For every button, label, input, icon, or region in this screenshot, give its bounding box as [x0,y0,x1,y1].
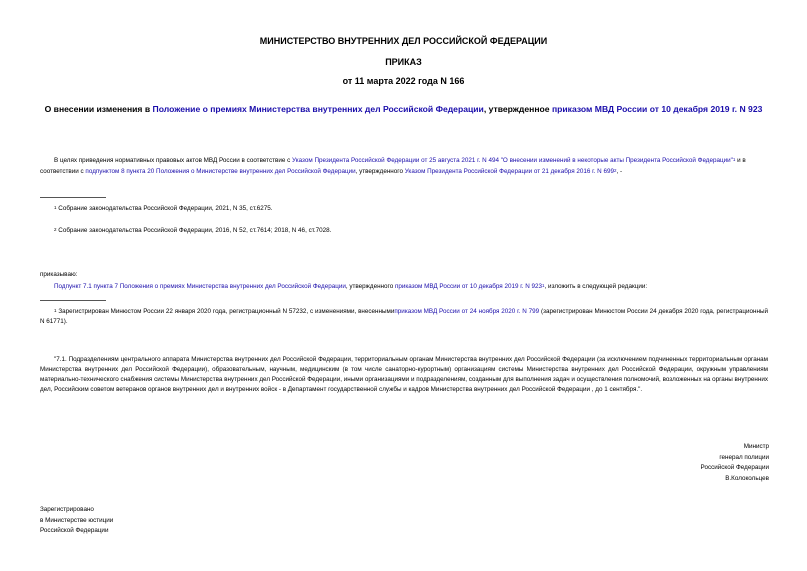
preamble-text-2: и в соответствии с [40,157,746,175]
order-text-1: , утвержденного [345,283,395,290]
preamble-link-decree-494[interactable]: Указом Президента Российской Федерации от 25 августа 2021 г. N 494 "О внесении изменений в некоторые акты Президента Российской Федерации" [292,157,733,164]
order-word: приказываю: [40,271,78,278]
title-middle: , утвержденное [483,104,552,114]
footnote-registration-text-2: (зарегистрирован Минюстом России 24 декабря 2020 года, регистрационный N 61771). [40,308,769,325]
order-footnote-ref[interactable]: 1 [542,283,545,288]
footnote-divider [40,197,106,198]
footnote-2 [54,225,331,236]
document-date-number: от 11 марта 2022 года N 166 [342,76,465,86]
preamble-link-decree-699[interactable]: Указом Президента Российской Федерации от 21 декабря 2016 г. N 699 [404,168,614,175]
footnote-ref-1[interactable]: 1 [732,157,736,162]
order-link-order-923[interactable]: приказом МВД России от 10 декабря 2019 г. N 923 [394,283,543,290]
order-text-2: , изложить в следующей редакции: [544,283,648,290]
footnote-1-marker: 1 [54,205,57,210]
registration-line-3: Российской Федерации [40,527,109,534]
footnote-2-text: Собрание законодательства Российской Федерации, 2016, N 52, ст.7614; 2018, N 46, ст.7028. [58,227,332,234]
footnote-1 [54,203,273,214]
footnote-divider-2 [40,300,106,301]
footnote-2-marker: 2 [54,227,57,232]
order-paragraph [54,281,768,292]
footnote-link-order-799[interactable]: приказом МВД России от 24 ноября 2020 г. N 799 [394,308,540,315]
signature-country: Российской Федерации [700,464,769,471]
document-title [40,103,767,115]
signature-rank: генерал полиции [719,453,769,461]
registration-line-1: Зарегистрировано [40,506,94,513]
preamble-text-1: В целях приведения нормативных правовых актов МВД России в соответствие с [54,157,292,164]
footnote-registration-text-1: Зарегистрирован Минюстом России 22 января 2020 года, регистрационный N 57232, с изменениями, внесенными [58,308,395,315]
preamble-link-regulation-clause[interactable]: подпунктом 8 пункта 20 Положения о Министерстве внутренних дел Российской Федерации [85,168,356,175]
order-link-subclause[interactable]: Подпункт 7.1 пункта 7 Положения о премиях Министерства внутренних дел Российской Федерации [54,283,346,290]
registration-block [40,505,113,537]
preamble-text-4: , - [616,168,623,175]
signature-name: В.Колокольцев [725,474,769,482]
registration-line-2: в Министерстве юстиции [40,516,114,524]
signature-title: Министр [743,443,769,450]
title-link-order[interactable]: приказом МВД России от 10 декабря 2019 г. N 923 [551,104,763,114]
footnote-ref-2[interactable]: 2 [614,168,617,173]
new-wording-quote: "7.1. Подразделениям центрального аппарата Министерства внутренних дел Российской Федерации, территориальным органам Министерства внутренних дел Российской Федерации (за исключением подчиненных территориальным органам Министерства внутренних дел Российской Федерации), образовательным, научным, медицинским (в том числе санаторно-курортным) организациям системы Министерства внутренних дел Российской Федерации, окружным управлениям материально-технического снабжения системы Министерства внутренних дел Российской Федерации, иными организациями и подразделениям, созданным для выполнения задач и осуществления полномочий, возложенных на органы внутренних дел, Российским советом ветеранов органов внутренних дел и внутренних войск - в Департамент государственной службы и кадров Министерства внутренних дел Российской Федерации , до 1 сентября.". [40,356,768,393]
title-prefix: О внесении изменения в [44,104,153,114]
signature-block [701,442,769,484]
footnote-registration [40,306,768,327]
preamble-paragraph [40,155,768,177]
preamble-text-3: , утвержденного [355,168,405,175]
footnote-registration-marker: 1 [54,308,57,313]
footnote-1-text: Собрание законодательства Российской Федерации, 2021, N 35, ст.6275. [58,205,273,212]
ministry-heading: МИНИСТЕРСТВО ВНУТРЕННИХ ДЕЛ РОССИЙСКОЙ ФЕДЕРАЦИИ [259,36,548,46]
document-type: ПРИКАЗ [385,57,422,67]
title-link-regulation[interactable]: Положение о премиях Министерства внутренних дел Российской Федерации [152,104,484,114]
